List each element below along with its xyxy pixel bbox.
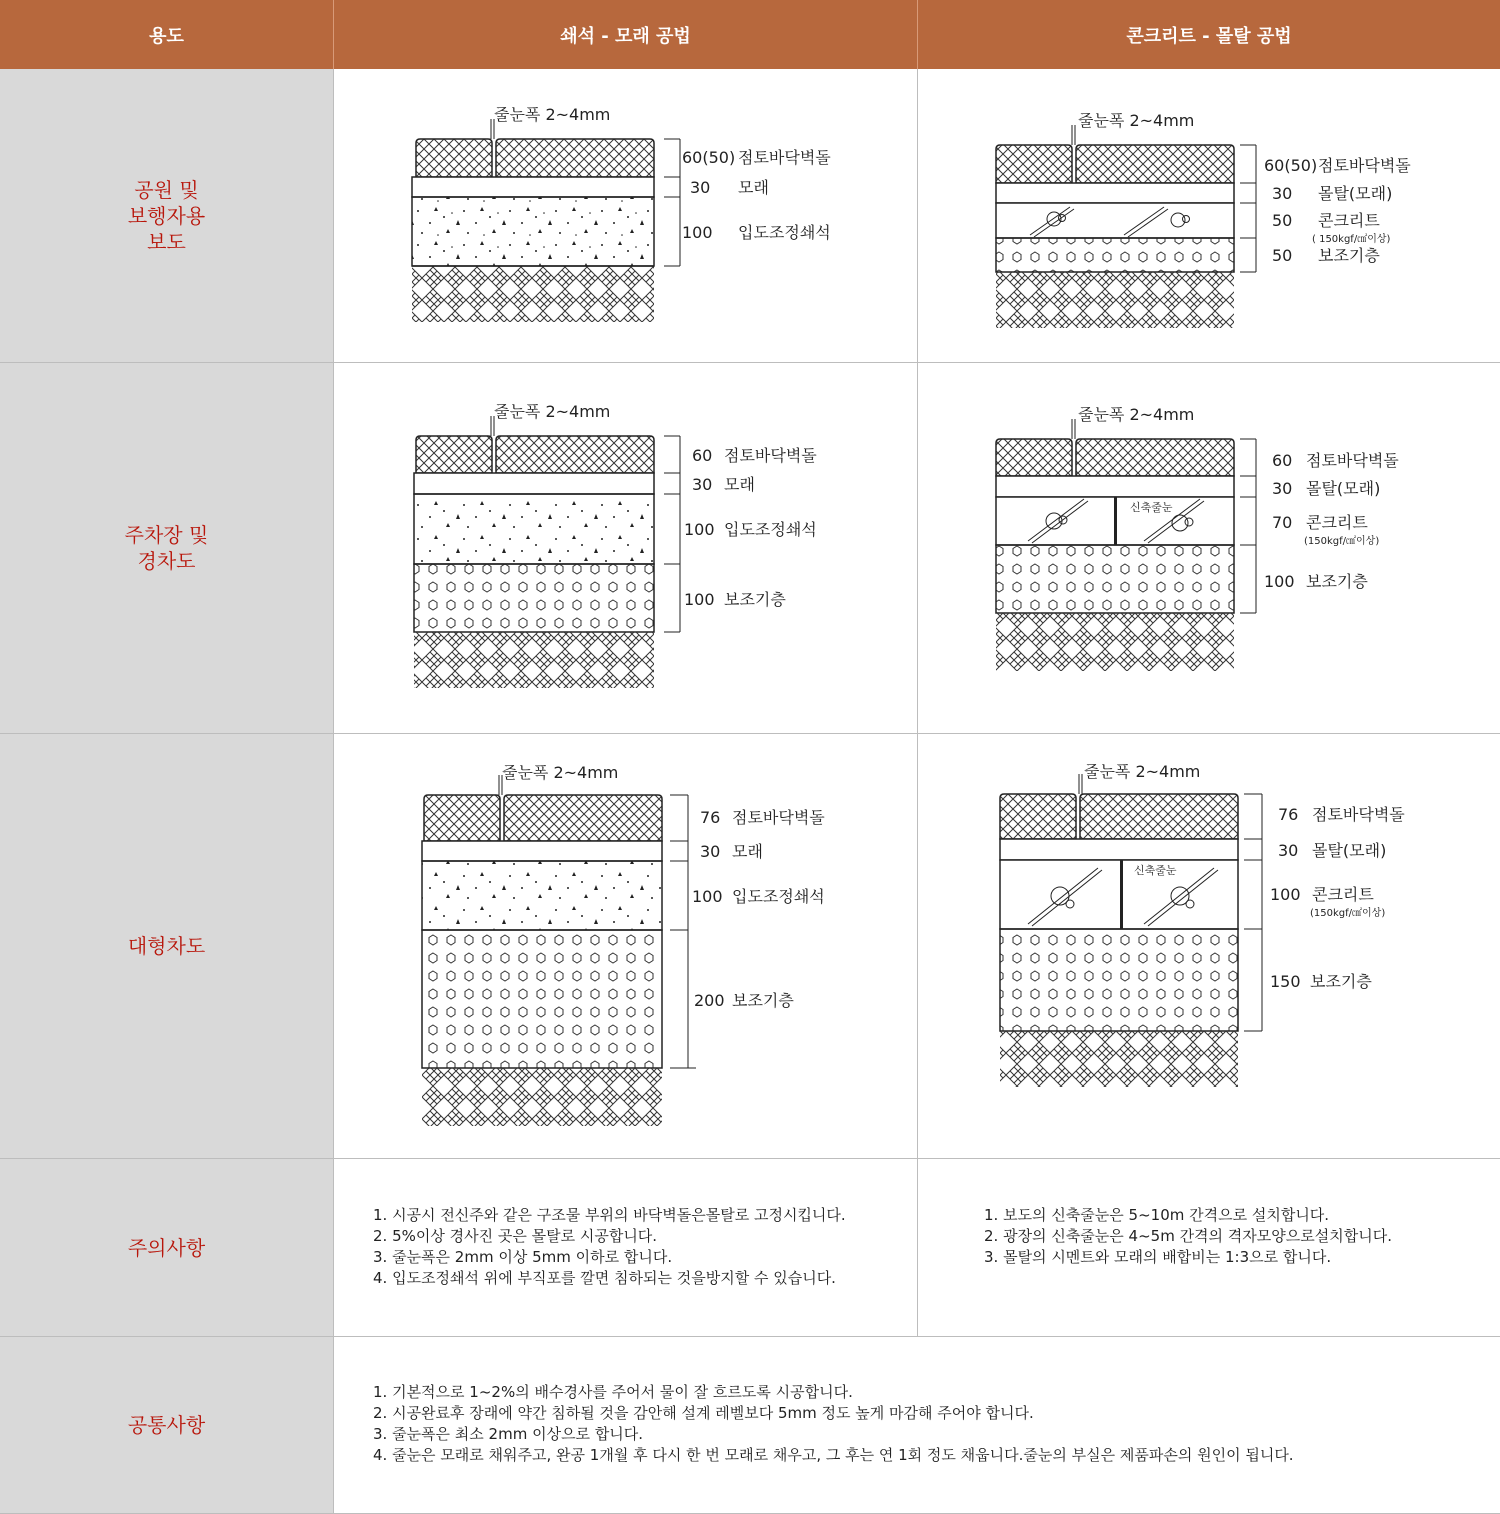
svg-text:모래: 모래 <box>738 178 769 197</box>
svg-text:줄눈폭 2~4mm: 줄눈폭 2~4mm <box>1078 405 1195 424</box>
svg-text:50: 50 <box>1272 246 1293 265</box>
svg-text:60: 60 <box>692 446 713 465</box>
svg-text:(150kgf/㎠이상): (150kgf/㎠이상) <box>1304 536 1380 547</box>
section-drawing <box>918 734 1500 1159</box>
svg-text:콘크리트: 콘크리트 <box>1312 885 1374 904</box>
svg-text:점토바닥벽돌: 점토바닥벽돌 <box>1306 451 1399 470</box>
brick-right <box>496 139 654 177</box>
svg-text:보조기층: 보조기층 <box>1306 572 1368 591</box>
svg-text:콘크리트: 콘크리트 <box>1318 211 1380 230</box>
row-label-heavy-road: 대형차도 <box>0 734 334 1159</box>
svg-text:30: 30 <box>1272 184 1293 203</box>
svg-text:100: 100 <box>682 223 713 242</box>
list-item: 1. 기본적으로 1~2%의 배수경사를 주어서 물이 잘 흐르도록 시공합니다. <box>373 1383 853 1401</box>
section-drawing <box>918 363 1500 734</box>
svg-text:30: 30 <box>692 475 713 494</box>
sand-layer <box>412 177 654 197</box>
crushed-stone-layer <box>412 197 654 266</box>
brick-left <box>416 139 492 177</box>
list-item: 3. 줄눈폭은 최소 2mm 이상으로 합니다. <box>373 1425 644 1443</box>
svg-text:30: 30 <box>690 178 711 197</box>
svg-text:(150kgf/㎠이상): (150kgf/㎠이상) <box>1310 908 1386 919</box>
svg-text:점토바닥벽돌: 점토바닥벽돌 <box>738 148 831 167</box>
soil <box>412 266 654 322</box>
row-label-walkway: 공원 및 보행자용 보도 <box>0 69 334 363</box>
section-drawing <box>334 734 918 1159</box>
svg-text:60: 60 <box>1272 451 1293 470</box>
list-item: 1. 시공시 전신주와 같은 구조물 부위의 바닥벽돌은몰탈로 고정시킵니다. <box>373 1206 846 1224</box>
row-label-parking: 주차장 및 경차도 <box>0 363 334 734</box>
svg-text:100: 100 <box>1264 572 1295 591</box>
diagram-heavy-road-mortar <box>918 734 1500 1159</box>
svg-text:줄눈폭 2~4mm: 줄눈폭 2~4mm <box>502 763 619 782</box>
svg-text:점토바닥벽돌: 점토바닥벽돌 <box>1318 156 1411 175</box>
svg-text:입도조정쇄석: 입도조정쇄석 <box>732 887 825 906</box>
list-item: 2. 5%이상 경사진 곳은 몰탈로 시공합니다. <box>373 1227 658 1245</box>
diagram-parking-mortar <box>918 363 1500 734</box>
svg-text:보조기층: 보조기층 <box>724 590 786 609</box>
svg-text:30: 30 <box>700 842 721 861</box>
header-concrete-method: 콘크리트 - 몰탈 공법 <box>918 0 1500 69</box>
row-label-common: 공통사항 <box>0 1337 334 1514</box>
caution-right-cell <box>918 1159 1500 1337</box>
header-crushed-stone-method: 쇄석 - 모래 공법 <box>334 0 918 69</box>
svg-text:200: 200 <box>694 991 725 1010</box>
svg-text:모래: 모래 <box>732 842 763 861</box>
list-item: 2. 시공완료후 장래에 약간 침하될 것을 감안해 설계 레벨보다 5mm 정도 높게 마감해 주어야 합니다. <box>373 1404 1034 1422</box>
section-drawing <box>334 69 918 363</box>
svg-text:입도조정쇄석: 입도조정쇄석 <box>738 223 831 242</box>
svg-text:보조기층: 보조기층 <box>732 991 794 1010</box>
svg-text:100: 100 <box>684 520 715 539</box>
svg-text:100: 100 <box>1270 885 1301 904</box>
svg-text:모래: 모래 <box>724 475 755 494</box>
svg-text:70: 70 <box>1272 513 1293 532</box>
svg-text:점토바닥벽돌: 점토바닥벽돌 <box>724 446 817 465</box>
diagram-walkway-sand <box>334 69 918 363</box>
list-item: 1. 보도의 신축줄눈은 5~10m 간격으로 설치합니다. <box>984 1206 1330 1224</box>
svg-text:50: 50 <box>1272 211 1293 230</box>
common-list <box>373 1382 1294 1466</box>
svg-text:100: 100 <box>692 887 723 906</box>
svg-text:몰탈(모래): 몰탈(모래) <box>1312 841 1387 860</box>
svg-text:신축줄눈: 신축줄눈 <box>1134 864 1177 877</box>
header-usage: 용도 <box>0 0 334 69</box>
svg-text:60(50): 60(50) <box>1264 156 1318 175</box>
svg-text:100: 100 <box>684 590 715 609</box>
svg-text:점토바닥벽돌: 점토바닥벽돌 <box>732 808 825 827</box>
caution-list-sand <box>373 1205 846 1289</box>
svg-text:점토바닥벽돌: 점토바닥벽돌 <box>1312 805 1405 824</box>
list-item: 3. 줄눈폭은 2mm 이상 5mm 이하로 합니다. <box>373 1248 673 1266</box>
diagram-walkway-mortar <box>918 69 1500 363</box>
row-label-caution: 주의사항 <box>0 1159 334 1337</box>
caution-list-mortar <box>984 1205 1392 1268</box>
diagram-parking-sand <box>334 363 918 734</box>
svg-text:30: 30 <box>1278 841 1299 860</box>
svg-text:150: 150 <box>1270 972 1301 991</box>
svg-text:76: 76 <box>700 808 721 827</box>
list-item: 2. 광장의 신축줄눈은 4~5m 간격의 격자모양으로설치합니다. <box>984 1227 1392 1245</box>
caution-left-cell <box>334 1159 918 1337</box>
joint-width-label: 줄눈폭 2~4mm <box>494 105 611 124</box>
svg-text:입도조정쇄석: 입도조정쇄석 <box>724 520 817 539</box>
common-cell <box>334 1337 1500 1514</box>
svg-text:보조기층: 보조기층 <box>1310 972 1372 991</box>
list-item: 3. 몰탈의 시멘트와 모래의 배합비는 1:3으로 합니다. <box>984 1248 1332 1266</box>
svg-text:줄눈폭 2~4mm: 줄눈폭 2~4mm <box>1078 111 1195 130</box>
svg-text:76: 76 <box>1278 805 1299 824</box>
expansion-joint-label: 신축줄눈 <box>1130 501 1173 514</box>
svg-text:60(50): 60(50) <box>682 148 736 167</box>
svg-text:보조기층: 보조기층 <box>1318 246 1380 265</box>
svg-text:몰탈(모래): 몰탈(모래) <box>1318 184 1393 203</box>
section-drawing <box>334 363 918 734</box>
svg-text:( 150kgf/㎠이상): ( 150kgf/㎠이상) <box>1312 234 1391 245</box>
list-item: 4. 줄눈은 모래로 채워주고, 완공 1개월 후 다시 한 번 모래로 채우고, 그 후는 연 1회 정도 채웁니다.줄눈의 부실은 제품파손의 원인이 됩니다. <box>373 1446 1294 1464</box>
svg-text:몰탈(모래): 몰탈(모래) <box>1306 479 1381 498</box>
svg-text:30: 30 <box>1272 479 1293 498</box>
section-drawing <box>918 69 1500 363</box>
list-item: 4. 입도조정쇄석 위에 부직포를 깔면 침하되는 것을방지할 수 있습니다. <box>373 1269 836 1287</box>
svg-text:줄눈폭 2~4mm: 줄눈폭 2~4mm <box>494 402 611 421</box>
svg-text:줄눈폭 2~4mm: 줄눈폭 2~4mm <box>1084 762 1201 781</box>
svg-text:콘크리트: 콘크리트 <box>1306 513 1368 532</box>
diagram-heavy-road-sand <box>334 734 918 1159</box>
